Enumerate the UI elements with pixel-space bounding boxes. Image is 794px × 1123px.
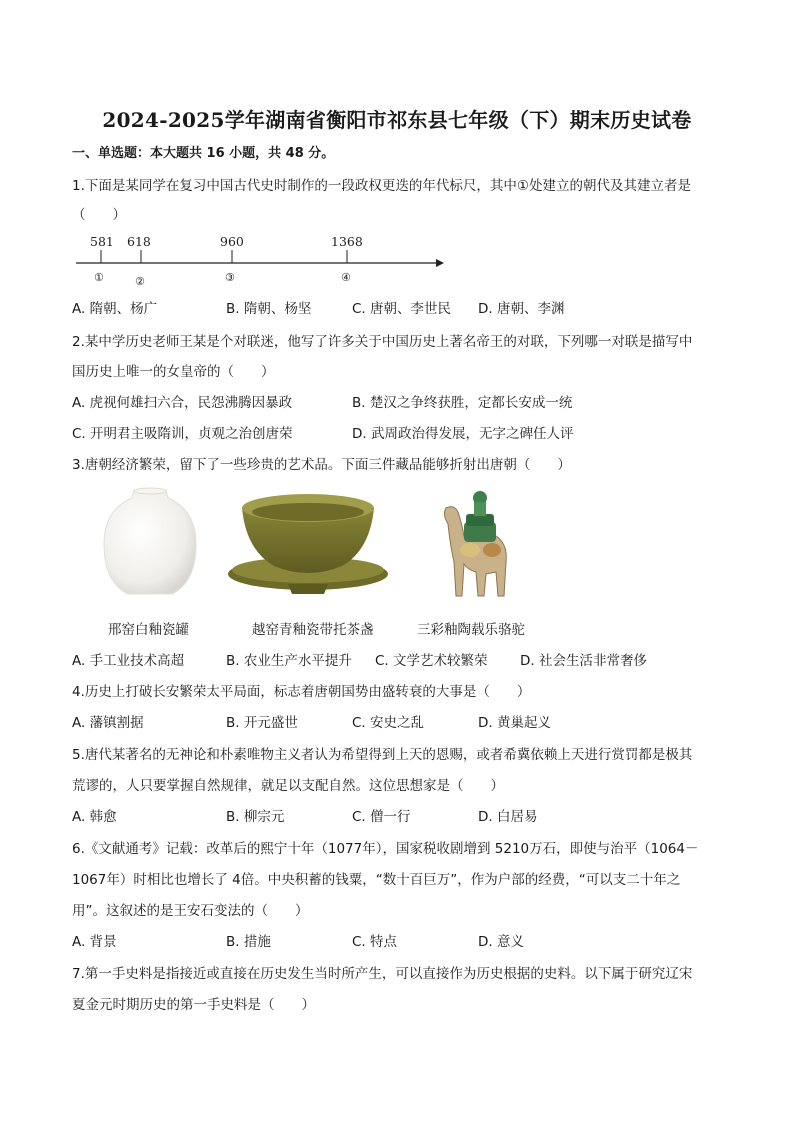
q1-timeline [0,0,794,300]
q4-option-b[interactable]: B. 开元盛世 [226,715,298,731]
timeline-year: 960 [220,234,244,249]
q2-option-c[interactable]: C. 开明君主吸隋训，贞观之治创唐荣 [72,426,293,442]
q4-option-d[interactable]: D. 黄巢起义 [478,715,551,731]
q1-option-c[interactable]: C. 唐朝、李世民 [352,301,452,317]
q5-stem-line2: 荒谬的，人只要掌握自然规律，就足以支配自然。这位思想家是（ ） [72,778,504,794]
timeline-mark: ④ [341,271,351,284]
q1-option-d[interactable]: D. 唐朝、李渊 [478,301,565,317]
timeline-arrow-icon [436,259,444,267]
timeline-year: 618 [127,234,151,249]
q2-option-b[interactable]: B. 楚汉之争终获胜，定都长安成一统 [352,395,573,411]
q5-option-a[interactable]: A. 韩愈 [72,809,117,825]
timeline-year: 581 [90,234,114,249]
q5-stem-line1: 5.唐代某著名的无神论和朴素唯物主义者认为希望得到上天的恩赐，或者希冀依赖上天进行赏罚都是极其 [72,747,693,763]
timeline-mark: ① [94,271,104,284]
q1-stem-line2: （ ） [72,207,126,223]
q6-stem-line1: 6.《文献通考》记载：改革后的熙宁十年（1077年），国家税收剧增到 5210万石，即使与治平（1064－ [72,841,699,857]
q7-stem-line1: 7.第一手史料是指接近或直接在历史发生当时所产生，可以直接作为历史根据的史料。以下属于研究辽宋 [72,966,693,982]
page-title: 2024-2025学年湖南省衡阳市祁东县七年级（下）期末历史试卷 [102,108,692,132]
q6-option-d[interactable]: D. 意义 [478,934,524,950]
q6-option-c[interactable]: C. 特点 [352,934,398,950]
q5-option-c[interactable]: C. 僧一行 [352,809,411,825]
q1-option-b[interactable]: B. 隋朝、杨坚 [226,301,312,317]
q4-stem-line1: 4.历史上打破长安繁荣太平局面，标志着唐朝国势由盛转衰的大事是（ ） [72,684,531,700]
q3-option-a[interactable]: A. 手工业技术高超 [72,653,185,669]
q1-stem-line1: 1.下面是某同学在复习中国古代史时制作的一段政权更迭的年代标尺，其中①处建立的朝代及其建立者是 [72,178,691,194]
q6-stem-line3: 用”。这叙述的是王安石变法的（ ） [72,903,309,919]
timeline-year: 1368 [331,234,363,249]
sancai-camel-image [434,484,514,602]
q7-stem-line2: 夏金元时期历史的第一手史料是（ ） [72,997,315,1013]
q4-option-a[interactable]: A. 藩镇割据 [72,715,144,731]
q2-option-a[interactable]: A. 虎视何雄扫六合，民怨沸腾因暴政 [72,395,293,411]
q5-option-b[interactable]: B. 柳宗元 [226,809,285,825]
q2-stem-line1: 2.某中学历史老师王某是个对联迷，他写了许多关于中国历史上著名帝王的对联，下列哪一对联是描写中 [72,334,693,350]
q4-option-c[interactable]: C. 安史之乱 [352,715,425,731]
artifact-caption: 邢窑白釉瓷罐 [108,622,189,638]
q3-option-b[interactable]: B. 农业生产水平提升 [226,653,352,669]
q3-option-c[interactable]: C. 文学艺术较繁荣 [375,653,488,669]
timeline-mark: ② [135,275,145,288]
q6-option-b[interactable]: B. 措施 [226,934,271,950]
q3-stem-line1: 3.唐朝经济繁荣，留下了一些珍贵的艺术品。下面三件藏品能够折射出唐朝（ ） [72,457,571,473]
artifact-caption: 越窑青釉瓷带托茶盏 [252,622,374,638]
q6-option-a[interactable]: A. 背景 [72,934,117,950]
section-heading: 一、单选题：本大题共 16 小题，共 48 分。 [72,146,335,161]
q3-option-d[interactable]: D. 社会生活非常奢侈 [520,653,647,669]
q5-option-d[interactable]: D. 白居易 [478,809,538,825]
artifact-caption: 三彩釉陶载乐骆驼 [417,622,525,638]
q1-option-a[interactable]: A. 隋朝、杨广 [72,301,158,317]
q2-stem-line2: 国历史上唯一的女皇帝的（ ） [72,364,275,380]
celadon-tea-bowl-image [224,488,392,600]
white-porcelain-jar-image [98,486,202,600]
q2-option-d[interactable]: D. 武周政治得发展，无字之碑任人评 [352,426,574,442]
timeline-mark: ③ [225,271,235,284]
q6-stem-line2: 1067年）时相比也增长了 4倍。中央积蓄的钱粟，“数十百巨万”，作为户部的经费，“可以支二十年之 [72,872,681,888]
